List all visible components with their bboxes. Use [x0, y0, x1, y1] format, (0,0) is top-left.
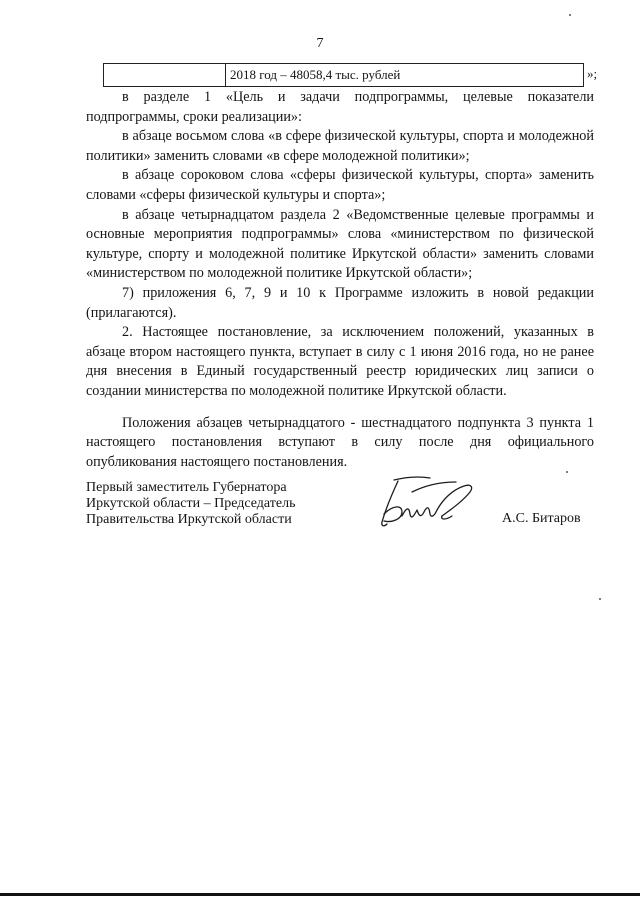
signatory-position-line: Первый заместитель Губернатора [86, 480, 287, 495]
scan-speck [566, 471, 568, 473]
signatory-position [86, 480, 295, 528]
paragraph-abzac-40: в абзаце сороковом слова «сферы физической культуры, спорта» заменить словами «сферы физической культуры и спорта»; [86, 167, 594, 203]
table-closing-quote: »; [587, 66, 598, 81]
handwritten-signature [372, 472, 484, 534]
signatory-position-line: Правительства Иркутской области [86, 512, 292, 527]
paragraph-item-7: 7) приложения 6, 7, 9 и 10 к Программе изложить в новой редакции (прилагаются). [86, 284, 594, 321]
scan-speck [569, 14, 571, 16]
bottom-scan-edge [0, 893, 640, 896]
paragraph-abzac-14: в абзаце четырнадцатом раздела 2 «Ведомственные целевые программы и основные мероприятия подпрограммы» слова «министерством по физической культуре, спорту и молодежной политике Иркутской области» заменить словами «министерством по молодежной политике Иркутской области»; [86, 206, 594, 282]
table-cell-funding: 2018 год – 48058,4 тыс. рублей [230, 67, 401, 82]
table-cell-empty [104, 64, 226, 86]
body-text [86, 88, 594, 472]
signatory-position-line: Иркутской области – Председатель [86, 496, 296, 511]
page-number: 7 [316, 36, 324, 51]
signatory-name: А.С. Битаров [502, 511, 581, 526]
paragraph-entry-into-force: Положения абзацев четырнадцатого - шестнадцатого подпункта 3 пункта 1 настоящего постановления вступают в силу после дня официального опубликования настоящего постановления. [86, 414, 594, 470]
paragraph-abzac-8: в абзаце восьмом слова «в сфере физической культуры, спорта и молодежной политики» заменить словами «в сфере молодежной политики»; [86, 128, 594, 164]
paragraph-section-1: в разделе 1 «Цель и задачи подпрограммы, целевые показатели подпрограммы, сроки реализации»: [86, 89, 594, 125]
paragraph-item-2: 2. Настоящее постановление, за исключением положений, указанных в абзаце втором настоящего пункта, вступает в силу с 1 июня 2016 года, но не ранее дня внесения в Единый государственный реестр юридических лиц записи о создании министерства по молодежной политике Иркутской области. [86, 324, 594, 399]
table-fragment [103, 63, 584, 87]
scan-speck [599, 598, 601, 600]
